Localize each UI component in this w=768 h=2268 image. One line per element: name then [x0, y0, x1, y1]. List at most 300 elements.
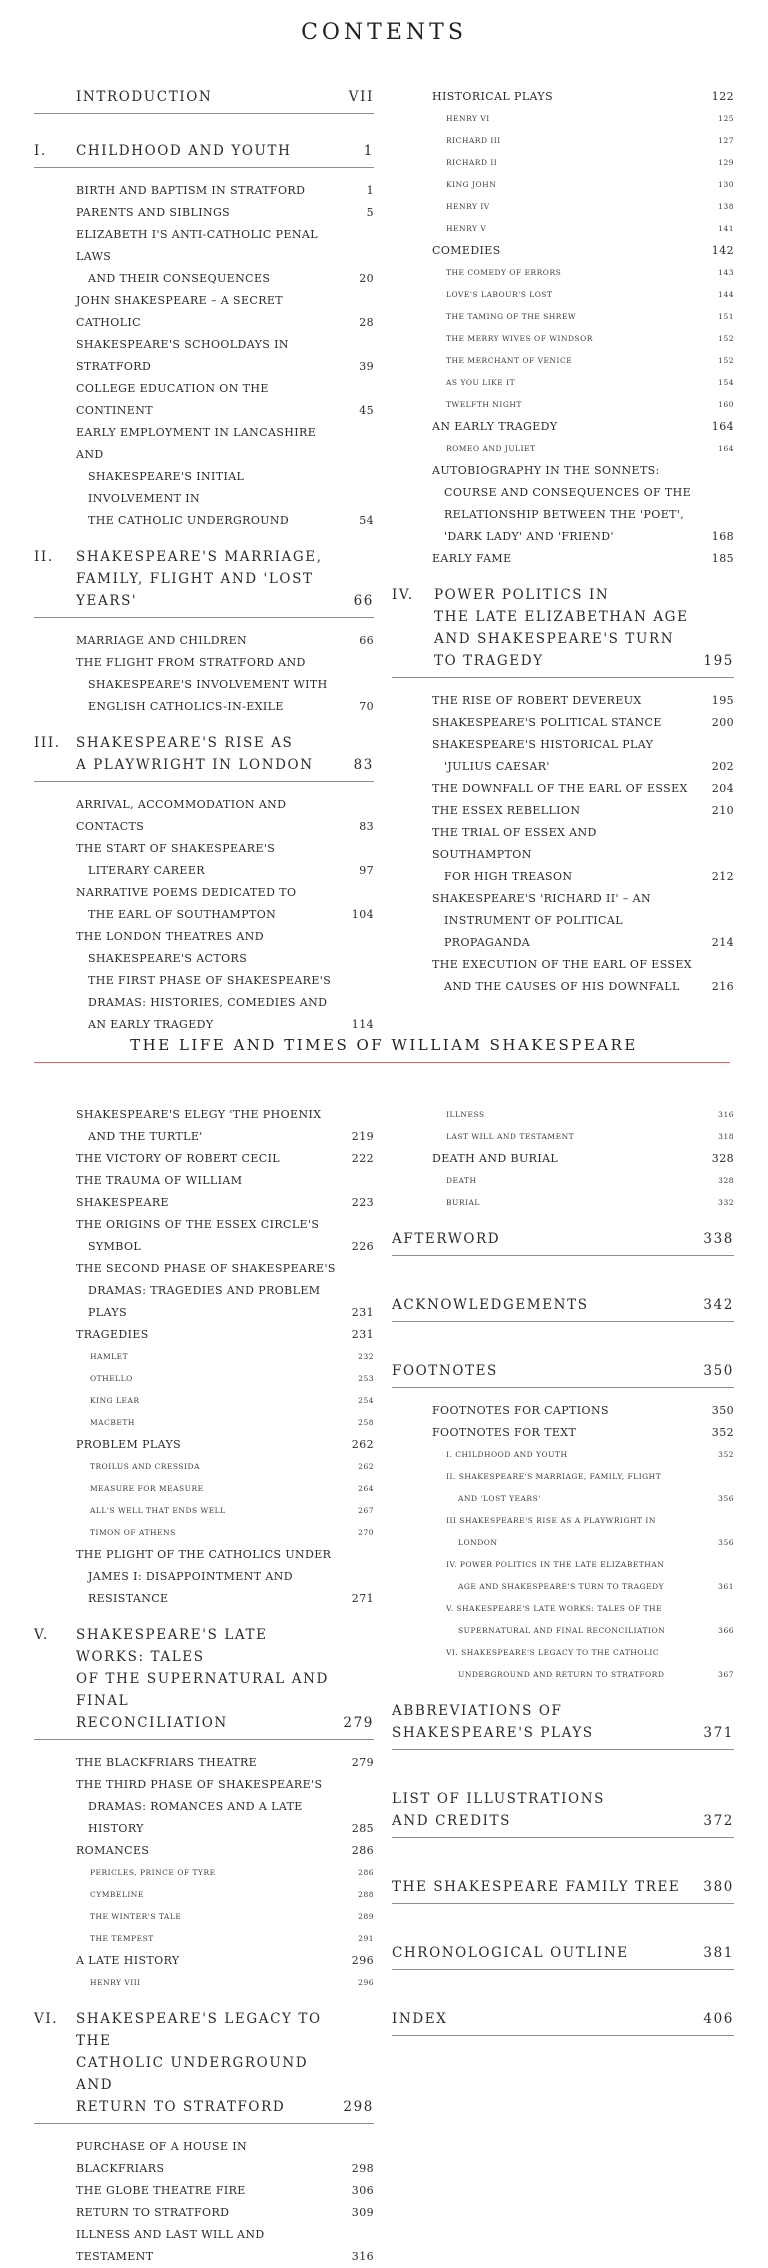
toc-entry[interactable]: [432, 822, 734, 866]
toc-entry[interactable]: [76, 1104, 374, 1126]
entry-label: ENGLISH CATHOLICS-IN-EXILE: [88, 700, 284, 713]
toc-entry[interactable]: [76, 2224, 374, 2268]
toc-entry[interactable]: [76, 510, 374, 532]
entry-page: 258: [358, 1418, 374, 1427]
entry-label: TWELFTH NIGHT: [446, 400, 522, 409]
toc-subentry[interactable]: [446, 152, 734, 174]
toc-entry[interactable]: [432, 734, 734, 756]
entry-tragedies[interactable]: TRAGEDIES 231: [76, 1328, 374, 1341]
toc-entry[interactable]: [432, 976, 734, 998]
toc-subentry[interactable]: [446, 1126, 734, 1148]
entry-label: AND THE TURTLE': [88, 1130, 203, 1143]
toc-entry[interactable]: [432, 712, 734, 734]
entry-label: JOHN SHAKESPEARE – A SECRET CATHOLIC: [76, 294, 284, 329]
toc-entry[interactable]: [76, 948, 374, 970]
entry-page: 226: [351, 1240, 374, 1253]
entry-label: TIMON OF ATHENS: [90, 1528, 176, 1537]
entry-label: ILLNESS AND LAST WILL AND TESTAMENT: [76, 2228, 265, 2263]
entry-page: 39: [359, 360, 374, 373]
toc-subentry[interactable]: [90, 1928, 374, 1950]
entry-page: 366: [718, 1626, 734, 1635]
entry-label: INSTRUMENT OF POLITICAL PROPAGANDA: [444, 914, 623, 949]
toc-subentry[interactable]: [446, 108, 734, 130]
toc-subentry[interactable]: [446, 1444, 734, 1466]
entry-label: DRAMAS: HISTORIES, COMEDIES AND: [88, 996, 328, 1009]
entry-label: JAMES I: DISAPPOINTMENT AND RESISTANCE: [88, 1570, 293, 1605]
toc-entry[interactable]: [76, 794, 374, 838]
right-column-2: [392, 1104, 734, 2048]
toc-subentry[interactable]: [90, 1522, 374, 1544]
illustrations-entry[interactable]: LIST OF ILLUSTRATIONS: [392, 1791, 605, 1807]
entry-page: 152: [718, 334, 734, 343]
entry-page: 28: [359, 316, 374, 329]
entry-page: 97: [359, 864, 374, 877]
toc-entry[interactable]: [432, 504, 734, 526]
toc-subentry[interactable]: [90, 1906, 374, 1928]
toc-subentry[interactable]: [90, 1478, 374, 1500]
toc-subentry[interactable]: [446, 1466, 734, 1488]
entry-label: PERICLES, PRINCE OF TYRE: [90, 1868, 216, 1877]
entry-page: 361: [718, 1582, 734, 1591]
chapter-4-heading[interactable]: IV. POWER POLITICS IN: [392, 587, 610, 603]
entry-historical-plays[interactable]: HISTORICAL PLAYS 122: [432, 90, 734, 103]
entry-label: KING JOHN: [446, 180, 497, 189]
toc-entry[interactable]: [76, 970, 374, 992]
chapter-2-heading-line2[interactable]: FAMILY, FLIGHT AND 'LOST YEARS' 66: [76, 571, 374, 609]
entry-label: LOVE'S LABOUR'S LOST: [446, 290, 553, 299]
toc-subentry[interactable]: [446, 1104, 734, 1126]
entry-label: V. SHAKESPEARE'S LATE WORKS: TALES OF THE: [446, 1604, 663, 1613]
entry-label: SYMBOL: [88, 1240, 142, 1253]
entry-page: 356: [718, 1494, 734, 1503]
entry-page: 286: [358, 1868, 374, 1877]
toc-subentry[interactable]: [446, 1620, 734, 1642]
entry-page: 70: [359, 700, 374, 713]
toc-entry[interactable]: [76, 652, 374, 674]
entry-problem-plays[interactable]: PROBLEM PLAYS 262: [76, 1438, 374, 1451]
divider: [392, 677, 734, 678]
entry-label: ELIZABETH I'S ANTI-CATHOLIC PENAL LAWS: [76, 228, 318, 263]
entry-label: THE TEMPEST: [90, 1934, 154, 1943]
toc-entry[interactable]: [76, 1148, 374, 1170]
entry-page: 267: [358, 1506, 374, 1515]
toc-entry[interactable]: [76, 1566, 374, 1610]
entry-label: THE THIRD PHASE OF SHAKESPEARE'S: [76, 1778, 323, 1791]
entry-early-fame[interactable]: EARLY FAME 185: [432, 552, 734, 565]
chapter-6-heading[interactable]: VI. SHAKESPEARE'S LEGACY TO THE: [34, 2011, 322, 2049]
toc-subentry[interactable]: [90, 1500, 374, 1522]
entry-page: 83: [359, 820, 374, 833]
toc-entry[interactable]: [432, 756, 734, 778]
entry-page: 289: [358, 1912, 374, 1921]
toc-subentry[interactable]: [90, 1972, 374, 1994]
toc-entry[interactable]: [432, 866, 734, 888]
toc-subentry[interactable]: [90, 1862, 374, 1884]
entry-page: 143: [718, 268, 734, 277]
toc-entry[interactable]: [76, 2180, 374, 2202]
entry-label: ILLNESS: [446, 1110, 485, 1119]
entry-page: 318: [718, 1132, 734, 1141]
entry-page: 352: [711, 1426, 734, 1439]
entry-comedies[interactable]: COMEDIES 142: [432, 244, 734, 257]
entry-label: RICHARD III: [446, 136, 501, 145]
right-column-1: [392, 86, 734, 998]
entry-page: 279: [351, 1756, 374, 1769]
entry-page: 223: [351, 1196, 374, 1209]
toc-entry[interactable]: [76, 904, 374, 926]
toc-entry[interactable]: [76, 860, 374, 882]
entry-label: AN EARLY TRAGEDY: [88, 1018, 214, 1031]
entry-page: 114: [351, 1018, 374, 1031]
chapter-5-heading-line2[interactable]: OF THE SUPERNATURAL AND FINAL: [76, 1671, 329, 1709]
entry-label: THE MERRY WIVES OF WINDSOR: [446, 334, 593, 343]
toc-subentry[interactable]: [446, 328, 734, 350]
entry-label: THE WINTER'S TALE: [90, 1912, 182, 1921]
entry-label: THE LONDON THEATRES AND: [76, 930, 264, 943]
intro-entry[interactable]: INTRODUCTION VII: [76, 89, 374, 105]
entry-page: 66: [359, 634, 374, 647]
family-tree-entry[interactable]: THE SHAKESPEARE FAMILY TREE 380: [392, 1879, 734, 1895]
toc-entry[interactable]: [76, 926, 374, 948]
toc-entry[interactable]: [76, 334, 374, 378]
entry-label: SHAKESPEARE'S INVOLVEMENT WITH: [88, 678, 328, 691]
entry-label: THE SECOND PHASE OF SHAKESPEARE'S: [76, 1262, 336, 1275]
chapter-4-heading-line3[interactable]: AND SHAKESPEARE'S TURN: [434, 631, 675, 647]
toc-subentry[interactable]: [446, 1642, 734, 1664]
entry-label: THE TRIAL OF ESSEX AND SOUTHAMPTON: [432, 826, 597, 861]
entry-page: 141: [718, 224, 734, 233]
toc-entry[interactable]: [76, 1774, 374, 1796]
toc-subentry[interactable]: [90, 1884, 374, 1906]
running-title: THE LIFE AND TIMES OF WILLIAM SHAKESPEARE: [130, 1036, 638, 1054]
entry-label: FOR HIGH TREASON: [444, 870, 573, 883]
toc-entry[interactable]: [432, 954, 734, 976]
toc-subentry[interactable]: [90, 1368, 374, 1390]
entry-page: 144: [718, 290, 734, 299]
entry-page: 352: [718, 1450, 734, 1459]
entry-label: THE DOWNFALL OF THE EARL OF ESSEX: [432, 782, 688, 795]
entry-label: THE GLOBE THEATRE FIRE: [76, 2184, 246, 2197]
toc-entry[interactable]: [76, 378, 374, 422]
chapter-5-heading[interactable]: V. SHAKESPEARE'S LATE WORKS: TALES: [34, 1627, 268, 1665]
divider: [392, 2035, 734, 2036]
entry-page: 154: [718, 378, 734, 387]
entry-page: 164: [718, 444, 734, 453]
toc-entry[interactable]: [76, 268, 374, 290]
toc-entry[interactable]: [76, 1752, 374, 1774]
entry-page: 200: [711, 716, 734, 729]
entry-label: SHAKESPEARE'S ACTORS: [88, 952, 248, 965]
contents-page-1: [0, 0, 768, 1031]
toc-subentry[interactable]: [90, 1412, 374, 1434]
left-column-2: [34, 1104, 374, 2268]
entry-late-history[interactable]: A LATE HISTORY 296: [76, 1954, 374, 1967]
entry-label: THE MERCHANT OF VENICE: [446, 356, 573, 365]
toc-entry[interactable]: [432, 460, 734, 482]
divider: [392, 1837, 734, 1838]
entry-label: SHAKESPEARE'S INITIAL INVOLVEMENT IN: [88, 470, 245, 505]
entry-page: 291: [358, 1934, 374, 1943]
entry-page: 202: [711, 760, 734, 773]
entry-label: 'JULIUS CAESAR': [444, 760, 550, 773]
chapter-1-heading[interactable]: I. CHILDHOOD AND YOUTH 1: [34, 143, 374, 159]
entry-label: I. CHILDHOOD AND YOUTH: [446, 1450, 568, 1459]
chapter-6-heading-line3[interactable]: RETURN TO STRATFORD 298: [76, 2099, 374, 2115]
entry-label: THE EXECUTION OF THE EARL OF ESSEX: [432, 958, 693, 971]
toc-subentry[interactable]: [90, 1346, 374, 1368]
toc-subentry[interactable]: [446, 1598, 734, 1620]
toc-entry[interactable]: [76, 674, 374, 696]
toc-entry[interactable]: [432, 888, 734, 910]
entry-label: TROILUS AND CRESSIDA: [90, 1462, 200, 1471]
entry-page: 328: [718, 1176, 734, 1185]
chapter-6-heading-line2[interactable]: CATHOLIC UNDERGROUND AND: [76, 2055, 309, 2093]
chapter-4-heading-line4[interactable]: TO TRAGEDY 195: [434, 653, 734, 669]
entry-page: 262: [358, 1462, 374, 1471]
divider: [34, 1739, 374, 1740]
entry-label: ALL'S WELL THAT ENDS WELL: [90, 1506, 226, 1515]
divider: [34, 617, 374, 618]
toc-entry[interactable]: [76, 696, 374, 718]
entry-romances[interactable]: ROMANCES 286: [76, 1844, 374, 1857]
index-entry[interactable]: INDEX 406: [392, 2011, 734, 2027]
page-title: CONTENTS: [301, 20, 467, 45]
toc-subentry[interactable]: [446, 438, 734, 460]
toc-subentry[interactable]: [446, 262, 734, 284]
abbreviations-entry[interactable]: ABBREVIATIONS OF: [392, 1703, 563, 1719]
entry-page: 151: [718, 312, 734, 321]
entry-page: 298: [351, 2162, 374, 2175]
entry-label: THE TAMING OF THE SHREW: [446, 312, 577, 321]
entry-page: 195: [711, 694, 734, 707]
entry-label: HENRY VI: [446, 114, 490, 123]
entry-page: 5: [366, 206, 374, 219]
entry-label: SHAKESPEARE'S 'RICHARD II' – AN: [432, 892, 651, 905]
footnotes-entry[interactable]: FOOTNOTES 350: [392, 1363, 734, 1379]
entry-page: 222: [351, 1152, 374, 1165]
divider: [392, 1255, 734, 1256]
entry-label: NARRATIVE POEMS DEDICATED TO: [76, 886, 297, 899]
entry-page: 127: [718, 136, 734, 145]
toc-subentry[interactable]: [446, 174, 734, 196]
toc-subentry[interactable]: [446, 1576, 734, 1598]
toc-entry[interactable]: [76, 1214, 374, 1236]
toc-entry[interactable]: [76, 180, 374, 202]
entry-label: DRAMAS: ROMANCES AND A LATE HISTORY: [88, 1800, 303, 1835]
entry-label: MACBETH: [90, 1418, 135, 1427]
entry-page: 129: [718, 158, 734, 167]
entry-label: BIRTH AND BAPTISM IN STRATFORD: [76, 184, 306, 197]
toc-entry[interactable]: [432, 482, 734, 504]
entry-label: THE COMEDY OF ERRORS: [446, 268, 562, 277]
toc-subentry[interactable]: [446, 1488, 734, 1510]
entry-label: CYMBELINE: [90, 1890, 144, 1899]
toc-entry[interactable]: [76, 224, 374, 268]
entry-page: 254: [358, 1396, 374, 1405]
entry-page: 232: [358, 1352, 374, 1361]
entry-label: UNDERGROUND AND RETURN TO STRATFORD: [458, 1670, 665, 1679]
entry-page: 332: [718, 1198, 734, 1207]
divider: [392, 1749, 734, 1750]
entry-page: 20: [359, 272, 374, 285]
toc-entry[interactable]: [76, 2136, 374, 2180]
entry-page: 264: [358, 1484, 374, 1493]
entry-label: THE BLACKFRIARS THEATRE: [76, 1756, 258, 1769]
chapter-2-heading[interactable]: II. SHAKESPEARE'S MARRIAGE,: [34, 549, 323, 565]
divider: [392, 1321, 734, 1322]
toc-subentry[interactable]: [446, 218, 734, 240]
toc-entry[interactable]: [76, 2202, 374, 2224]
divider: [34, 781, 374, 782]
toc-entry[interactable]: [76, 1258, 374, 1280]
entry-label: MEASURE FOR MEASURE: [90, 1484, 204, 1493]
toc-entry[interactable]: [432, 1422, 734, 1444]
toc-entry[interactable]: [76, 1170, 374, 1214]
toc-subentry[interactable]: [446, 196, 734, 218]
toc-entry[interactable]: [432, 526, 734, 548]
contents-page-2: [0, 1000, 768, 2263]
toc-entry[interactable]: [76, 290, 374, 334]
illustrations-entry-line2[interactable]: AND CREDITS 372: [392, 1813, 734, 1829]
afterword-entry[interactable]: AFTERWORD 338: [392, 1231, 734, 1247]
entry-page: 1: [366, 184, 374, 197]
entry-label: FOOTNOTES FOR CAPTIONS: [432, 1404, 609, 1417]
entry-label: LAST WILL AND TESTAMENT: [446, 1132, 575, 1141]
entry-page: 316: [351, 2250, 374, 2263]
entry-label: PURCHASE OF A HOUSE IN BLACKFRIARS: [76, 2140, 248, 2175]
toc-entry[interactable]: [76, 1544, 374, 1566]
entry-page: 54: [359, 514, 374, 527]
entry-label: SHAKESPEARE'S ELEGY 'THE PHOENIX: [76, 1108, 322, 1121]
entry-label: LITERARY CAREER: [88, 864, 205, 877]
entry-label: COLLEGE EDUCATION ON THE CONTINENT: [76, 382, 269, 417]
chapter-3-heading[interactable]: III. SHAKESPEARE'S RISE AS: [34, 735, 294, 751]
toc-entry[interactable]: [432, 910, 734, 954]
entry-page: 168: [711, 530, 734, 543]
toc-entry[interactable]: [76, 1236, 374, 1258]
entry-early-tragedy[interactable]: AN EARLY TRAGEDY 164: [432, 420, 734, 433]
divider: [34, 1062, 730, 1063]
entry-page: 271: [351, 1592, 374, 1605]
entry-label: THE RISE OF ROBERT DEVEREUX: [432, 694, 642, 707]
toc-entry[interactable]: [76, 1280, 374, 1324]
entry-page: 296: [358, 1978, 374, 1987]
toc-subentry[interactable]: [90, 1390, 374, 1412]
toc-entry[interactable]: [432, 800, 734, 822]
toc-entry[interactable]: [76, 1796, 374, 1840]
toc-subentry[interactable]: [446, 350, 734, 372]
entry-page: 367: [718, 1670, 734, 1679]
toc-subentry[interactable]: [446, 284, 734, 306]
entry-page: 253: [358, 1374, 374, 1383]
toc-entry[interactable]: [76, 882, 374, 904]
entry-page: 231: [351, 1306, 374, 1319]
entry-page: 219: [351, 1130, 374, 1143]
toc-subentry[interactable]: [446, 372, 734, 394]
entry-label: BURIAL: [446, 1198, 480, 1207]
entry-page: 210: [711, 804, 734, 817]
toc-subentry[interactable]: [446, 306, 734, 328]
entry-label: COURSE AND CONSEQUENCES OF THE: [444, 486, 692, 499]
toc-entry[interactable]: [76, 630, 374, 652]
entry-page: 152: [718, 356, 734, 365]
entry-label: THE ORIGINS OF THE ESSEX CIRCLE'S: [76, 1218, 320, 1231]
entry-label: HENRY V: [446, 224, 487, 233]
chapter-3-heading-line2[interactable]: A PLAYWRIGHT IN LONDON 83: [76, 757, 374, 773]
entry-label: III SHAKESPEARE'S RISE AS A PLAYWRIGHT IN: [446, 1516, 656, 1525]
entry-label: MARRIAGE AND CHILDREN: [76, 634, 248, 647]
left-column-1: [34, 86, 374, 1036]
entry-page: 306: [351, 2184, 374, 2197]
entry-page: 212: [711, 870, 734, 883]
entry-page: 309: [351, 2206, 374, 2219]
entry-page: 130: [718, 180, 734, 189]
entry-label: PARENTS AND SIBLINGS: [76, 206, 231, 219]
toc-entry[interactable]: [76, 422, 374, 466]
toc-subentry[interactable]: [446, 1664, 734, 1686]
chapter-4-heading-line2[interactable]: THE LATE ELIZABETHAN AGE: [434, 609, 689, 625]
entry-page: 160: [718, 400, 734, 409]
divider: [392, 1969, 734, 1970]
divider: [392, 1387, 734, 1388]
entry-label: AS YOU LIKE IT: [446, 378, 516, 387]
entry-page: 104: [351, 908, 374, 921]
divider: [34, 113, 374, 114]
toc-subentry[interactable]: [446, 394, 734, 416]
toc-entry[interactable]: [432, 1400, 734, 1422]
toc-entry[interactable]: [432, 778, 734, 800]
entry-label: AND THEIR CONSEQUENCES: [88, 272, 271, 285]
toc-entry[interactable]: [76, 202, 374, 224]
chapter-5-heading-line3[interactable]: RECONCILIATION 279: [76, 1715, 374, 1731]
toc-entry[interactable]: [76, 1126, 374, 1148]
acknowledgements-entry[interactable]: ACKNOWLEDGEMENTS 342: [392, 1297, 734, 1313]
entry-label: AGE AND SHAKESPEARE'S TURN TO TRAGEDY: [458, 1582, 665, 1591]
entry-page: 285: [351, 1822, 374, 1835]
toc-subentry[interactable]: [90, 1456, 374, 1478]
divider: [34, 2123, 374, 2124]
chronological-outline-entry[interactable]: CHRONOLOGICAL OUTLINE 381: [392, 1945, 734, 1961]
entry-page: 216: [711, 980, 734, 993]
toc-subentry[interactable]: [446, 1170, 734, 1192]
entry-label: THE EARL OF SOUTHAMPTON: [88, 908, 277, 921]
entry-label: THE TRAUMA OF WILLIAM SHAKESPEARE: [76, 1174, 243, 1209]
entry-death-burial[interactable]: DEATH AND BURIAL 328: [432, 1152, 734, 1165]
entry-label: THE ESSEX REBELLION: [432, 804, 581, 817]
entry-label: 'DARK LADY' AND 'FRIEND': [444, 530, 614, 543]
entry-label: VI. SHAKESPEARE'S LEGACY TO THE CATHOLIC: [446, 1648, 660, 1657]
toc-subentry[interactable]: [446, 1532, 734, 1554]
divider: [392, 1903, 734, 1904]
abbreviations-entry-line2[interactable]: SHAKESPEARE'S PLAYS 371: [392, 1725, 734, 1741]
toc-entry[interactable]: [76, 838, 374, 860]
toc-subentry[interactable]: [446, 1510, 734, 1532]
entry-label: HENRY IV: [446, 202, 490, 211]
entry-label: II. SHAKESPEARE'S MARRIAGE, FAMILY, FLIGHT: [446, 1472, 662, 1481]
divider: [34, 167, 374, 168]
toc-subentry[interactable]: [446, 130, 734, 152]
entry-label: OTHELLO: [90, 1374, 133, 1383]
entry-label: IV. POWER POLITICS IN THE LATE ELIZABETHAN: [446, 1560, 665, 1569]
entry-label: RELATIONSHIP BETWEEN THE 'POET',: [444, 508, 685, 521]
toc-entry[interactable]: [432, 690, 734, 712]
entry-label: THE PLIGHT OF THE CATHOLICS UNDER: [76, 1548, 332, 1561]
toc-entry[interactable]: [76, 466, 374, 510]
toc-subentry[interactable]: [446, 1192, 734, 1214]
entry-page: 214: [711, 936, 734, 949]
entry-label: FOOTNOTES FOR TEXT: [432, 1426, 577, 1439]
toc-subentry[interactable]: [446, 1554, 734, 1576]
